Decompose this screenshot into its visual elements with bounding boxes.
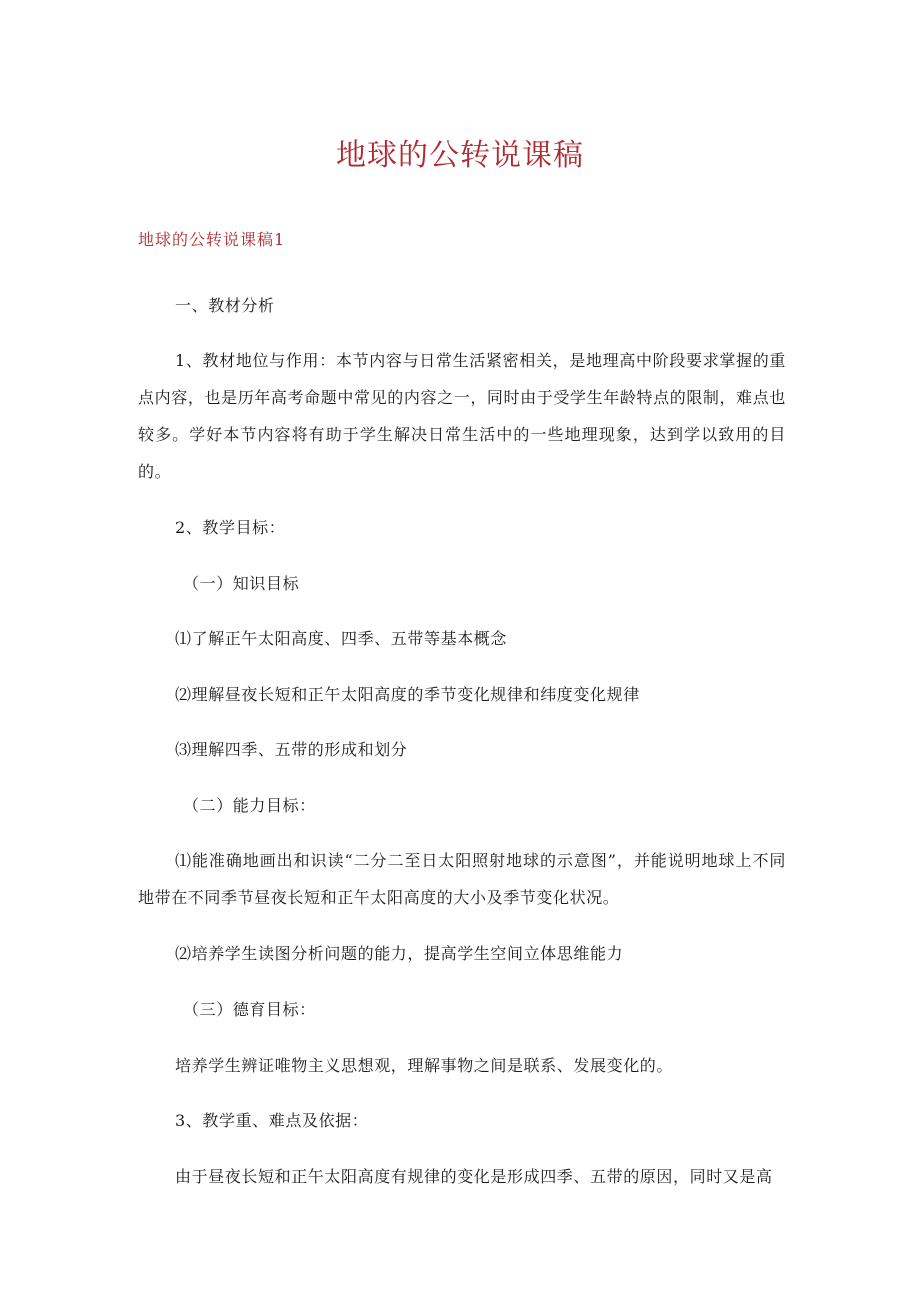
paragraph-key-points-reason: 由于昼夜长短和正午太阳高度有规律的变化是形成四季、五带的原因，同时又是高: [175, 1167, 773, 1186]
paragraph-teaching-goals: 2、教学目标：: [175, 518, 286, 537]
document-subtitle: 地球的公转说课稿1: [138, 230, 286, 249]
list-item-knowledge-3: ⑶理解四季、五带的形成和划分: [175, 740, 408, 759]
subheading-ability-goals: （二）能力目标：: [183, 796, 316, 815]
subheading-moral-goals: （三）德育目标：: [183, 1000, 316, 1019]
subheading-knowledge-goals: （一）知识目标: [183, 574, 300, 593]
list-item-ability-1: ⑴能准确地画出和识读“二分二至日太阳照射地球的示意图”，并能说明地球上不同地带在不同季节昼夜长短和正午太阳高度的大小及季节变化状况。: [138, 851, 786, 907]
paragraph-key-points: 3、教学重、难点及依据：: [175, 1111, 369, 1130]
paragraph-moral-goal: 培养学生辨证唯物主义思想观，理解事物之间是联系、发展变化的。: [175, 1056, 674, 1075]
list-item-ability-2: ⑵培养学生读图分析问题的能力，提高学生空间立体思维能力: [175, 944, 624, 963]
list-item-knowledge-1: ⑴了解正午太阳高度、四季、五带等基本概念: [175, 629, 508, 648]
document-title: 地球的公转说课稿: [336, 138, 584, 173]
paragraph-textbook-role: 1、教材地位与作用：本节内容与日常生活紧密相关，是地理高中阶段要求掌握的重点内容，也是历年高考命题中常见的内容之一，同时由于受学生年龄特点的限制，难点也较多。学好本节内容将有助于学生解决日常生活中的一些地理现象，达到学以致用的目的。: [138, 351, 786, 481]
list-item-knowledge-2: ⑵理解昼夜长短和正午太阳高度的季节变化规律和纬度变化规律: [175, 685, 640, 704]
section-heading-textbook-analysis: 一、教材分析: [175, 296, 275, 315]
